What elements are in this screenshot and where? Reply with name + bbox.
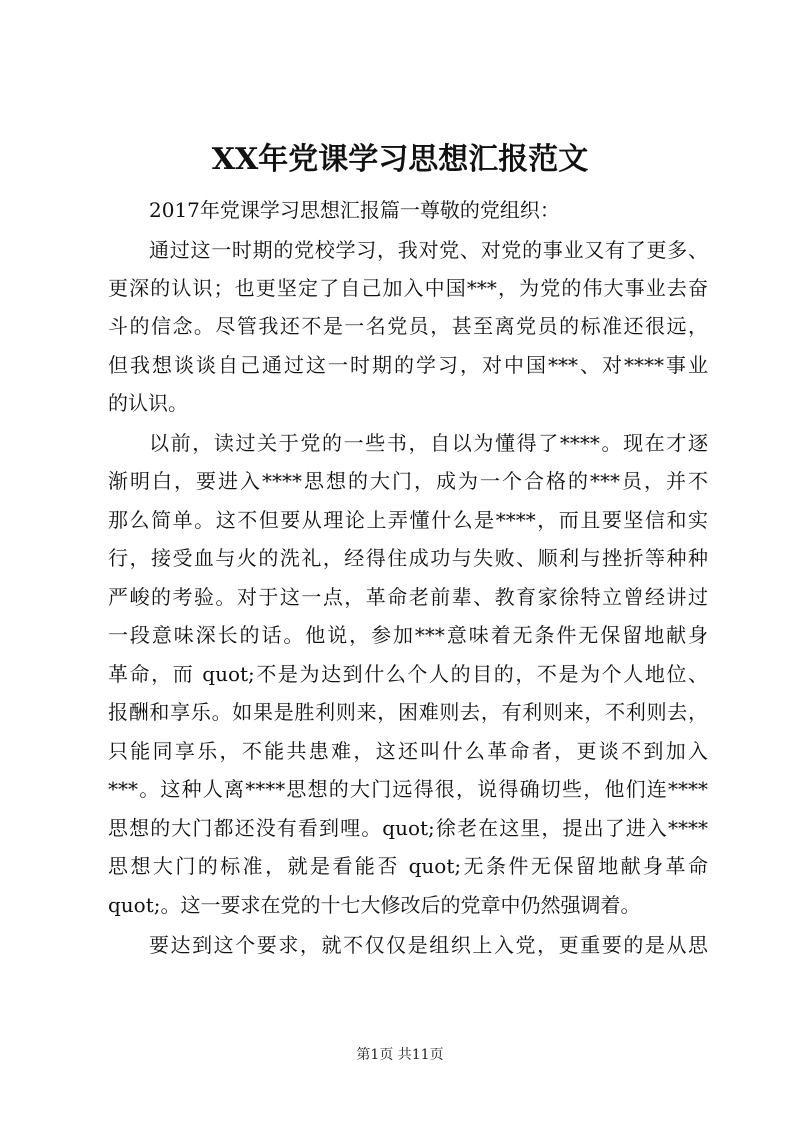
paragraph-2-line-4: 行，接受血与火的洗礼，经得住成功与失败、顺利与挫折等种种: [108, 546, 708, 570]
paragraph-2-line-1: 以前，读过关于党的一些书，自以为懂得了****。现在才逐: [149, 431, 708, 455]
document-title: XX年党课学习思想汇报范文: [211, 142, 589, 177]
paragraph-1-line-1: 通过这一时期的党校学习，我对党、对党的事业又有了更多、: [149, 238, 708, 262]
paragraph-1-line-4: 但我想谈谈自己通过这一时期的学习，对中国***、对****事业: [108, 353, 708, 377]
greeting-line: 2017年党课学习思想汇报篇一尊敬的党组织：: [149, 198, 560, 222]
paragraph-2-line-11: 思想的大门都还没有看到哩。quot;徐老在这里，提出了进入****: [108, 816, 708, 840]
paragraph-2-line-12: 思想大门的标准，就是看能否 quot;无条件无保留地献身革命: [108, 854, 708, 878]
paragraph-1-line-3: 斗的信念。尽管我还不是一名党员，甚至离党员的标准还很远，: [108, 314, 708, 338]
paragraph-2-line-10: ***。这种人离****思想的大门远得很，说得确切些，他们连****: [108, 777, 708, 801]
paragraph-2-line-7: 革命，而 quot;不是为达到什么个人的目的，不是为个人地位、: [108, 662, 708, 686]
paragraph-2-line-3: 那么简单。这不但要从理论上弄懂什么是****，而且要坚信和实: [108, 508, 708, 532]
paragraph-2-line-9: 只能同享乐，不能共患难，这还叫什么革命者，更谈不到加入: [108, 739, 708, 763]
page-number-footer: 第1页 共11页: [356, 1047, 444, 1063]
paragraph-2-line-8: 报酬和享乐。如果是胜利则来，困难则去，有利则来，不利则去，: [108, 700, 708, 724]
paragraph-2-line-13: quot;。这一要求在党的十七大修改后的党章中仍然强调着。: [108, 893, 641, 917]
paragraph-1-line-5: 的认识。: [108, 391, 188, 415]
paragraph-3-line-1: 要达到这个要求，就不仅仅是组织上入党，更重要的是从思: [149, 933, 708, 957]
paragraph-1-line-2: 更深的认识；也更坚定了自己加入中国***，为党的伟大事业去奋: [108, 276, 708, 300]
paragraph-2-line-6: 一段意味深长的话。他说，参加***意味着无条件无保留地献身: [108, 623, 708, 647]
paragraph-2-line-2: 渐明白，要进入****思想的大门，成为一个合格的***员，并不: [108, 469, 708, 493]
paragraph-2-line-5: 严峻的考验。对于这一点，革命老前辈、教育家徐特立曾经讲过: [108, 585, 708, 609]
